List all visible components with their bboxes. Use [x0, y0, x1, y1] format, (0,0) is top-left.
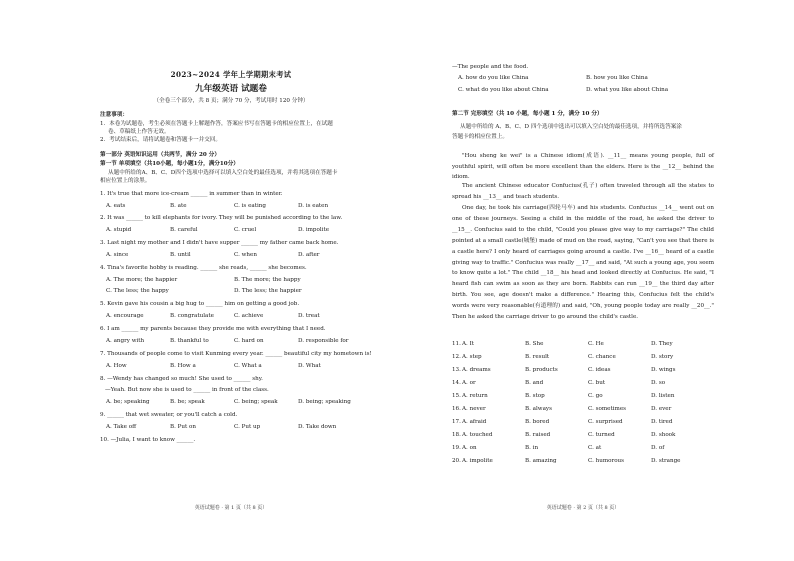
option: B. and: [525, 380, 544, 386]
question-stem: 3. Last night my mother and I didn't have supper ______ my father came back home.: [100, 240, 339, 246]
question-options: [106, 288, 362, 295]
option: B. in: [525, 445, 539, 451]
option: C. cruel: [234, 227, 257, 233]
option: D. so: [651, 380, 666, 386]
option: D. treat: [298, 313, 320, 319]
list-item: 19. A. on B. in C. at D. of: [452, 445, 714, 458]
option: D. They: [651, 341, 673, 347]
option: C. is eating: [234, 203, 266, 209]
option: A. or: [462, 380, 476, 386]
option: C. He: [588, 341, 604, 347]
option: A. never: [462, 406, 486, 412]
list-item: 17. A. afraid B. bored C. surprised D. tired: [452, 419, 714, 432]
option: B. Put on: [170, 424, 197, 430]
option: D. Take down: [298, 424, 337, 430]
section2-instructions: 答题卡的相应位置上。: [452, 134, 508, 140]
option: D. listen: [651, 393, 675, 399]
option: C. humorous: [588, 458, 625, 464]
question-stem: 8. —Wendy has changed so much! She used to ______ shy.: [100, 376, 263, 382]
question-stem: 7. Thousands of people come to visit Kunming every year. ______ beautiful city my hometown is!: [100, 351, 372, 357]
question-options: [106, 227, 362, 234]
section2-heading: 第二节 完形填空（共 10 小题，每小题 1 分，满分 10 分）: [452, 111, 603, 117]
option: B. amazing: [525, 458, 557, 464]
question-options: [106, 277, 362, 284]
option: D. The less; the happier: [234, 288, 302, 294]
subject-title: 九年级英语 试题卷: [195, 84, 267, 94]
option: B. always: [525, 406, 552, 412]
question-stem: 9. ______ that wet sweater, or you'll catch a cold.: [100, 412, 238, 418]
question-options: [458, 75, 714, 82]
option: C. What a: [234, 363, 262, 369]
passage-paragraph: One day, he took his carriage(四轮马车) and his students. Confucius __14__ went out on one of these journeys. Seeing a child in the middle of the road, he asked the driver to __15__. Confucius said to the child, "Could you please give way to my carriage?" The child pointed at a small castle(城堡) made of mud on the road, saying, "Can't you see that there is a castle here? I only heard of carriages going around a castle. I've __16__ heard of a castle giving way to traffic." Confucius was really __17__ and said, "At such a young age, you seem to know quite a lot." The child __18__ his head and looked directly at Confucius. He said, "I heard fish can swim as soon as they are born. Rabbits can run __19__ the third day after birth. You see, age doesn't make a difference." Hearing this, Confucius felt the child's words were very reasonable(有道理的) and said, "Oh, young people today are really __20__." Then he asked the carriage driver to go around the child's castle.: [452, 205, 714, 321]
option: C. surprised: [588, 419, 623, 425]
option: B. ate: [170, 203, 187, 209]
option: C. achieve: [234, 313, 264, 319]
option: D. wings: [651, 367, 676, 373]
option: A. dreams: [462, 367, 491, 373]
question-stem-continued: —Yeah. But now she is used to ______ in front of the class.: [105, 387, 269, 393]
option: C. what do you like about China: [458, 87, 549, 93]
option: C. The less; the happy: [106, 288, 169, 294]
question-stem: 6. I am ______ my parents because they provide me with everything that I need.: [100, 326, 326, 332]
option: B. raised: [525, 432, 551, 438]
list-item: 12. A. step B. result C. chance D. story: [452, 354, 714, 367]
question-stem: 10. —Julia, I want to know ______.: [100, 437, 196, 443]
option: C. Put up: [234, 424, 261, 430]
option: C. sometimes: [588, 406, 627, 412]
option: B. bored: [525, 419, 550, 425]
option: D. after: [298, 252, 320, 258]
option: A. It: [462, 341, 475, 347]
exam-title: 2023~2024 学年上学期期末考试: [170, 70, 292, 79]
option: C. go: [588, 393, 603, 399]
option: B. congratulate: [170, 313, 214, 319]
part1-heading: 第一部分 英语知识运用（共两节，满分 20 分）: [100, 152, 220, 158]
question-stem-continued: —The people and the food.: [452, 64, 529, 70]
option: A. since: [106, 252, 129, 258]
question-stem: 5. Kevin gave his cousin a big hug to ______ him on getting a good job.: [100, 301, 300, 307]
option: B. until: [170, 252, 191, 258]
option: A. How: [106, 363, 127, 369]
question-stem: 2. It was ______ to kill elephants for ivory. They will be punished according to the law.: [100, 215, 343, 221]
option: A. Take off: [106, 424, 137, 430]
question-stem: 1. It's true that more ice-cream ______ in summer than in winter.: [100, 191, 283, 197]
option: C. but: [588, 380, 606, 386]
option: D. responsible for: [298, 338, 349, 344]
option: B. She: [525, 341, 544, 347]
list-item: 13. A. dreams B. products C. ideas D. wings: [452, 367, 714, 380]
option: C. when: [234, 252, 257, 258]
question-options: [106, 363, 362, 370]
option: D. impolite: [298, 227, 330, 233]
section2-instructions: 从题中所给的 A、B、C、D 四个选项中选出可以填入空白处的最佳选项，并将所选答案涂: [460, 124, 682, 130]
question-options: [106, 313, 362, 320]
page-1: [100, 0, 372, 561]
option: A. step: [462, 354, 482, 360]
option: D. story: [651, 354, 674, 360]
option: D. is eaten: [298, 203, 329, 209]
option: A. return: [462, 393, 488, 399]
list-item: 15. A. return B. stop C. go D. listen: [452, 393, 714, 406]
option: C. ideas: [588, 367, 611, 373]
page-footer: 英语试题卷 · 第 2 页（共 8 页）: [546, 505, 620, 511]
list-item: 18. A. touched B. raised C. turned D. shook: [452, 432, 714, 445]
option: D. being; speaking: [298, 399, 351, 405]
option: C. at: [588, 445, 602, 451]
option: D. what you like about China: [586, 87, 669, 93]
passage-paragraph: "Hou sheng ke wei" is a Chinese idiom(成语). __11__ means young people, full of youthful spirit, will often be more excellent than the elders. Here is the __12__ behind the idiom.: [452, 153, 714, 181]
option: B. result: [525, 354, 550, 360]
question-options: [106, 424, 362, 431]
option: B. how you like China: [586, 75, 648, 81]
option: C. turned: [588, 432, 615, 438]
cloze-options: [452, 341, 714, 471]
note-line: 2．考试结束后，请将试题卷和答题卡一并交回。: [100, 137, 222, 143]
passage-paragraph: The ancient Chinese educator Confucius(孔子) often traveled through all the states to spread his __13__ and teach students.: [452, 183, 714, 200]
option: C. chance: [588, 354, 616, 360]
option: A. be; speaking: [106, 399, 150, 405]
page-2: [452, 0, 716, 561]
list-item: 16. A. never B. always C. sometimes D. ever: [452, 406, 714, 419]
option: B. How a: [170, 363, 196, 369]
note-line: 1．本卷为试题卷，考生必须在答题卡上解题作答，答案应书写在答题卡的相应位置上，在试题: [100, 121, 333, 127]
option: A. encourage: [106, 313, 144, 319]
option: A. touched: [462, 432, 493, 438]
option: C. being; speak: [234, 399, 278, 405]
section1-heading: 第一节 单项填空（共10小题，每小题1分，满分10分）: [100, 161, 239, 167]
option: D. ever: [651, 406, 672, 412]
list-item: 14. A. or B. and C. but D. so: [452, 380, 714, 393]
question-options: [106, 338, 362, 345]
option: D. of: [651, 445, 665, 451]
option: B. stop: [525, 393, 545, 399]
page-footer: 英语试题卷 · 第 1 页（共 8 页）: [194, 505, 268, 511]
question-options: [106, 399, 362, 406]
exam-info: （全卷三个部分，共 8 页；满分 70 分，考试用时 120 分钟）: [153, 98, 309, 104]
question-options: [458, 87, 714, 94]
option: A. impolite: [462, 458, 493, 464]
option: D. strange: [651, 458, 681, 464]
question-options: [106, 252, 362, 259]
option: D. What: [298, 363, 321, 369]
list-item: 11. A. It B. She C. He D. They: [452, 341, 714, 354]
option: B. be; speak: [170, 399, 205, 405]
option: B. careful: [170, 227, 198, 233]
option: D. tired: [651, 419, 673, 425]
option: B. The more; the happy: [234, 277, 301, 283]
question-stem: 4. Tina's favorite hobby is reading. ______ she reads, ______ she becomes.: [100, 265, 307, 271]
option: A. eats: [106, 203, 126, 209]
option: A. afraid: [462, 419, 487, 425]
notes-heading: 注意事项：: [100, 112, 128, 118]
option: D. shook: [651, 432, 676, 438]
option: A. angry with: [106, 338, 145, 344]
option: B. thankful to: [170, 338, 209, 344]
section1-instructions: 相应位置上的涂黑。: [100, 178, 151, 184]
list-item: 20. A. impolite B. amazing C. humorous D. strange: [452, 458, 714, 471]
option: A. stupid: [106, 227, 132, 233]
option: A. how do you like China: [458, 75, 529, 81]
question-options: [106, 203, 362, 210]
option: C. hard on: [234, 338, 264, 344]
note-line: 卷、草稿纸上作答无效。: [108, 129, 170, 135]
option: B. products: [525, 367, 558, 373]
option: A. on: [462, 445, 477, 451]
option: A. The more; the happier: [106, 277, 178, 283]
section1-instructions: 从题中所给的A、B、C、D四个选项中选择可以填入空白处的最佳选项，并将其选项在答题卡: [108, 170, 338, 176]
